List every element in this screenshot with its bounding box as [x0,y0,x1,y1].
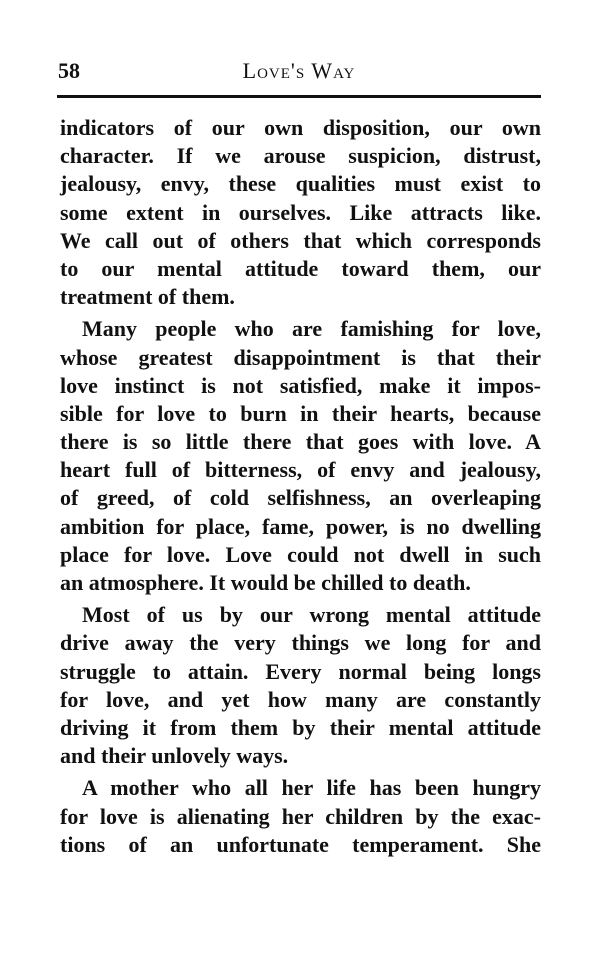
text-line: whose greatest disappointment is that their [60,344,541,370]
text-line: of greed, of cold selfishness, an overleaping [60,485,541,511]
text-line: indicators of our own disposition, our own [60,115,541,140]
running-title: Love's Way [242,58,356,83]
text-line: Many people who are famishing for love, [82,316,541,342]
paragraph [60,601,541,770]
text-line: love instinct is not satisfied, make it impos- [60,372,541,398]
text-line: jealousy, envy, these qualities must exist to [60,171,541,197]
text-line: sible for love to burn in their hearts, because [60,400,541,426]
text-line: to our mental attitude toward them, our [60,255,541,281]
text-line: for love is alienating her children by the exac- [60,803,541,829]
text-line: drive away the very things we long for and [60,630,541,656]
text-line: some extent in ourselves. Like attracts like. [60,199,541,225]
text-line: and their unlovely ways. [60,743,289,769]
page-header [58,58,540,88]
text-line: place for love. Love could not dwell in such [60,541,541,567]
header-rule [57,95,541,98]
text-line: for love, and yet how many are constantly [60,686,541,712]
page-number: 58 [58,58,80,83]
text-line: ambition for place, fame, power, is no dwelling [60,513,541,539]
paragraph [60,315,541,597]
text-line: tions of an unfortunate temperament. She [60,831,541,857]
text-line: We call out of others that which corresponds [60,227,541,253]
text-line: heart full of bitterness, of envy and jealousy, [60,457,541,483]
text-line: character. If we arouse suspicion, distrust, [60,143,541,169]
paragraph [60,774,541,859]
text-line: driving it from them by their mental attitude [60,714,541,740]
page-body [60,114,541,859]
paragraph [60,114,541,311]
text-line: Most of us by our wrong mental attitude [82,602,541,628]
text-line: an atmosphere. It would be chilled to death. [60,570,471,595]
text-line: treatment of them. [60,284,235,310]
text-line: A mother who all her life has been hungry [82,775,541,801]
text-line: struggle to attain. Every normal being longs [60,658,541,684]
text-line: there is so little there that goes with love. A [60,429,541,455]
